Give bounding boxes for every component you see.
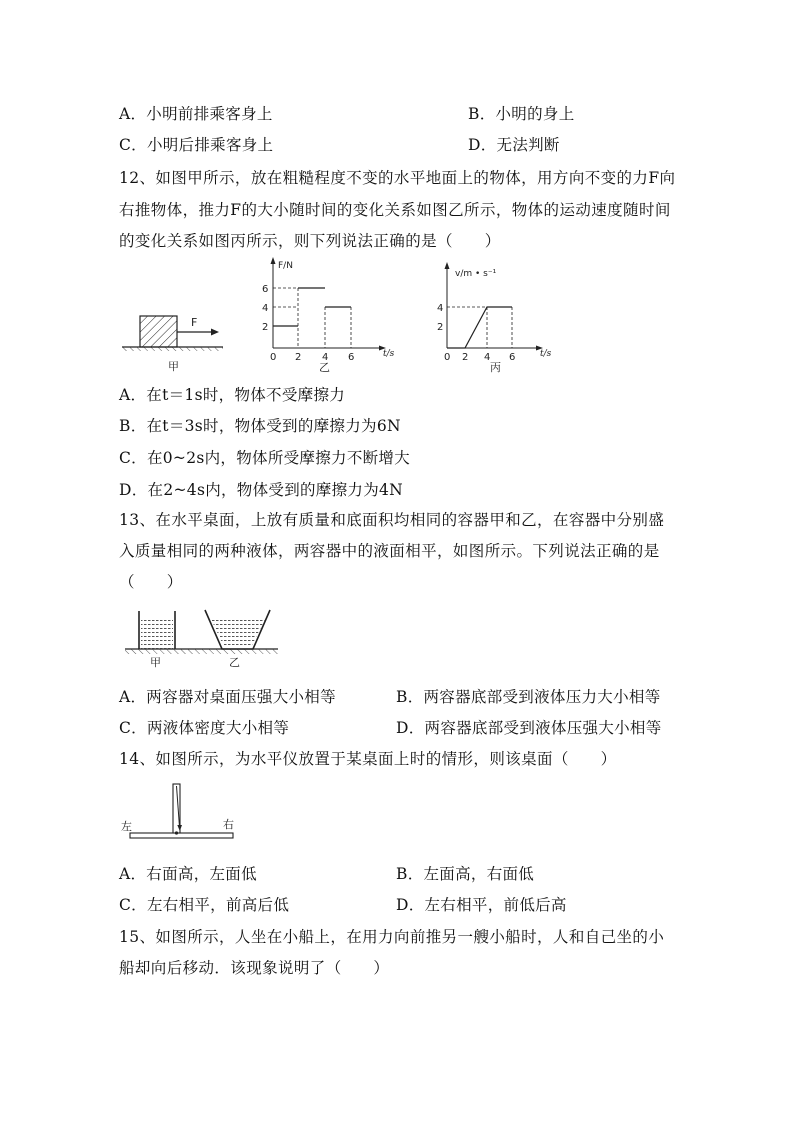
q13-figure — [120, 603, 285, 673]
yi-y-tick-6: 6 — [262, 284, 269, 295]
bing-y-axis-label: v/m • s⁻¹ — [455, 269, 497, 279]
figure-yi-chart — [262, 257, 395, 374]
bing-velocity-line — [447, 307, 512, 348]
jia-ground-hatch — [122, 347, 223, 351]
q12-stem-line-2: 右推物体，推力F的大小随时间的变化关系如图乙所示，物体的运动速度随时间 — [119, 201, 671, 219]
q13-stem-line-1: 13、在水平桌面，上放有质量和底面积均相同的容器甲和乙，在容器中分别盛 — [119, 511, 665, 529]
q13-stem-line-3: （ ） — [119, 573, 183, 591]
yi-x-tick-0: 0 — [270, 352, 277, 363]
yi-x-axis-label: t/s — [383, 349, 395, 359]
q12-option-b: B．在t＝3s时，物体受到的摩擦力为6N — [119, 417, 401, 435]
q15-stem-line-1: 15、如图所示，人坐在小船上，在用力向前推另一艘小船时，人和自己坐的小 — [119, 928, 665, 946]
bing-x-tick-6: 6 — [509, 352, 516, 363]
bing-caption: 丙 — [490, 361, 501, 374]
q11-option-b: B．小明的身上 — [468, 105, 575, 123]
yi-caption: 乙 — [319, 361, 330, 374]
yi-y-tick-2: 2 — [262, 322, 269, 333]
q14-option-a: A．右面高，左面低 — [119, 865, 257, 883]
level-center-mark — [175, 831, 178, 834]
q15-stem-line-2: 船却向后移动．该现象说明了（ ） — [119, 959, 390, 977]
q14-stem-line-1: 14、如图所示，为水平仪放置于某桌面上时的情形，则该桌面（ ） — [119, 750, 617, 768]
jia-force-label: F — [191, 316, 198, 329]
q14-figure — [115, 780, 250, 850]
figure-jia — [122, 316, 223, 373]
yi-y-tick-4: 4 — [262, 303, 269, 314]
bing-y-arrow — [445, 262, 450, 269]
q13-option-a: A．两容器对桌面压强大小相等 — [119, 688, 336, 706]
q12-option-c: C．在0~2s内，物体所受摩擦力不断增大 — [119, 449, 411, 467]
bing-x-axis-label: t/s — [540, 349, 552, 359]
yi-y-axis-label: F/N — [278, 261, 293, 271]
q13-option-c: C．两液体密度大小相等 — [119, 719, 290, 737]
bing-y-tick-4: 4 — [437, 303, 444, 314]
q12-option-a: A．在t＝1s时，物体不受摩擦力 — [119, 386, 346, 404]
q12-stem-line-3: 的变化关系如图丙所示，则下列说法正确的是（ ） — [119, 232, 501, 250]
figure-bing-chart — [437, 262, 552, 374]
q14-option-b: B．左面高，右面低 — [396, 865, 535, 883]
q14-option-d: D．左右相平，前低后高 — [396, 896, 567, 914]
q13-table-hatch — [125, 649, 278, 654]
bing-x-tick-2: 2 — [462, 352, 469, 363]
q13-option-b: B．两容器底部受到液体压力大小相等 — [396, 688, 661, 706]
q11-option-d: D．无法判断 — [468, 136, 560, 154]
q12-figure — [115, 255, 565, 380]
q13-caption-jia: 甲 — [150, 656, 161, 669]
yi-x-tick-6: 6 — [348, 352, 355, 363]
level-base-board — [130, 833, 233, 838]
bing-y-tick-2: 2 — [437, 322, 444, 333]
jia-caption: 甲 — [168, 360, 179, 373]
yi-x-tick-4: 4 — [322, 352, 329, 363]
bing-x-tick-4: 4 — [484, 352, 491, 363]
q11-option-a: A．小明前排乘客身上 — [119, 105, 273, 123]
q13-stem-line-2: 入质量相同的两种液体，两容器中的液面相平，如图所示。下列说法正确的是 — [119, 542, 660, 560]
q12-option-d: D．在2~4s内，物体受到的摩擦力为4N — [119, 481, 404, 499]
q12-stem-line-1: 12、如图甲所示，放在粗糙程度不变的水平地面上的物体，用方向不变的力F向 — [119, 169, 676, 187]
q13-caption-yi: 乙 — [229, 656, 240, 669]
container-yi — [205, 610, 270, 649]
q14-option-c: C．左右相平，前高后低 — [119, 896, 290, 914]
yi-y-arrow — [271, 257, 276, 264]
container-jia-liquid — [141, 619, 173, 649]
q13-option-d: D．两容器底部受到液体压强大小相等 — [396, 719, 662, 737]
yi-x-tick-2: 2 — [295, 352, 302, 363]
bing-x-tick-0: 0 — [444, 352, 451, 363]
level-left-label: 左 — [121, 820, 132, 833]
jia-block — [140, 316, 177, 347]
container-jia — [139, 611, 175, 649]
jia-arrow-head — [211, 329, 219, 336]
q11-option-c: C．小明后排乘客身上 — [119, 136, 274, 154]
level-right-label: 右 — [223, 818, 234, 831]
